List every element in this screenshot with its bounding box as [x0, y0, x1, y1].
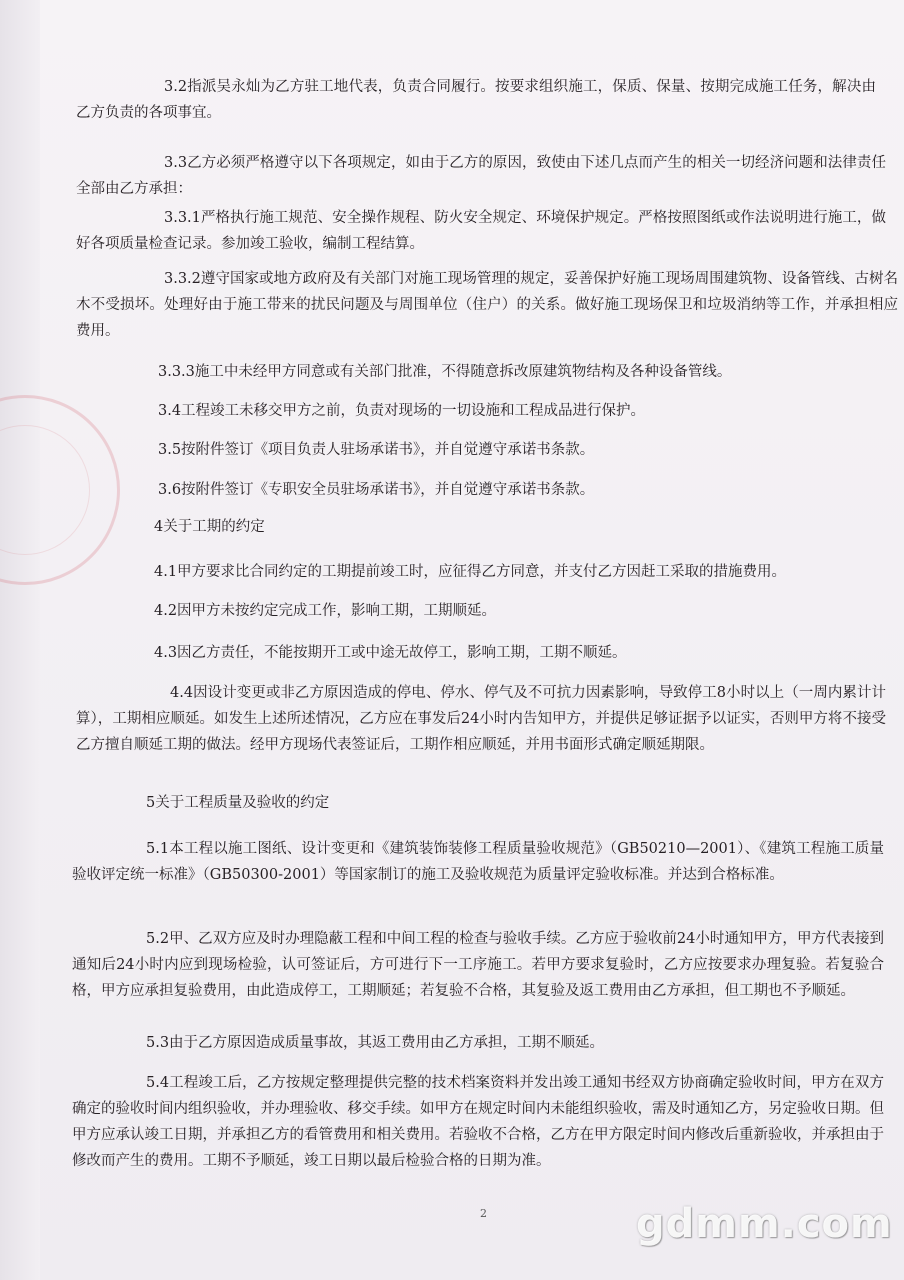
clause-3-3: 3.3乙方必须严格遵守以下各项规定，如由于乙方的原因，致使由下述几点而产生的相关一切经济问题和法律责任全部由乙方承担：: [76, 155, 886, 197]
clause-3-6: 3.6按附件签订《专职安全员驻场承诺书》，并自觉遵守承诺书条款。: [158, 482, 595, 498]
clause-3-3-3: 3.3.3施工中未经甲方同意或有关部门批准，不得随意拆改原建筑物结构及各种设备管线。: [158, 364, 732, 380]
clause-3-2: 3.2指派吴永灿为乙方驻工地代表，负责合同履行。按要求组织施工，保质、保量、按期完成施工任务，解决由乙方负责的各项事宜。: [76, 79, 876, 121]
page-fold-shadow: [0, 0, 40, 1280]
section-4-heading: 4关于工期的约定: [154, 519, 265, 535]
section-5-heading: 5关于工程质量及验收的约定: [146, 795, 330, 811]
clause-4-2: 4.2因甲方未按约定完成工作，影响工期，工期顺延。: [154, 603, 497, 619]
clause-3-3-1: 3.3.1严格执行施工规范、安全操作规程、防火安全规定、环境保护规定。严格按照图纸或作法说明进行施工，做好各项质量检查记录。参加竣工验收，编制工程结算。: [76, 210, 886, 252]
clause-4-4: 4.4因设计变更或非乙方原因造成的停电、停水、停气及不可抗力因素影响，导致停工8小时以上（一周内累计计算），工期相应顺延。如发生上述所述情况，乙方应在事发后24小时内告知甲方，并提供足够证据予以证实，否则甲方将不接受乙方擅自顺延工期的做法。经甲方现场代表签证后，工期作相应顺延，并用书面形式确定顺延期限。: [76, 685, 886, 753]
clause-4-1: 4.1甲方要求比合同约定的工期提前竣工时，应征得乙方同意，并支付乙方因赶工采取的措施费用。: [154, 564, 787, 580]
clause-5-1: 5.1本工程以施工图纸、设计变更和《建筑装饰装修工程质量验收规范》（GB50210—2001）、《建筑工程施工质量验收评定统一标准》（GB50300-2001）等国家制订的施工及验收规范为质量评定验收标准。并达到合格标准。: [72, 841, 884, 883]
clause-5-2: 5.2甲、乙双方应及时办理隐蔽工程和中间工程的检查与验收手续。乙方应于验收前24小时通知甲方，甲方代表接到通知后24小时内应到现场检验，认可签证后，方可进行下一工序施工。若甲方要求复验时，乙方应按要求办理复验。若复验合格，甲方应承担复验费用，由此造成停工，工期顺延；若复验不合格，其复验及返工费用由乙方承担，但工期也不予顺延。: [72, 931, 884, 999]
clause-5-3: 5.3由于乙方原因造成质量事故，其返工费用由乙方承担，工期不顺延。: [146, 1035, 605, 1051]
page-number: 2: [480, 1207, 487, 1220]
site-watermark: gdmm.com: [636, 1201, 893, 1247]
clause-5-4: 5.4工程竣工后，乙方按规定整理提供完整的技术档案资料并发出竣工通知书经双方协商确定验收时间，甲方在双方确定的验收时间内组织验收，并办理验收、移交手续。如甲方在规定时间内未能组织验收，需及时通知乙方，另定验收日期。但甲方应承认竣工日期，并承担乙方的看管费用和相关费用。若验收不合格，乙方在甲方限定时间内修改后重新验收，并承担由于修改而产生的费用。工期不予顺延，竣工日期以最后检验合格的日期为准。: [72, 1075, 884, 1169]
clause-3-5: 3.5按附件签订《项目负责人驻场承诺书》，并自觉遵守承诺书条款。: [158, 442, 595, 458]
clause-3-3-2: 3.3.2遵守国家或地方政府及有关部门对施工现场管理的规定，妥善保护好施工现场周围建筑物、设备管线、古树名木不受损坏。处理好由于施工带来的扰民问题及与周围单位（住户）的关系。做好施工现场保卫和垃圾消纳等工作，并承担相应费用。: [76, 271, 898, 339]
clause-4-3: 4.3因乙方责任，不能按期开工或中途无故停工，影响工期，工期不顺延。: [154, 645, 627, 661]
clause-3-4: 3.4工程竣工未移交甲方之前，负责对现场的一切设施和工程成品进行保护。: [158, 403, 646, 419]
